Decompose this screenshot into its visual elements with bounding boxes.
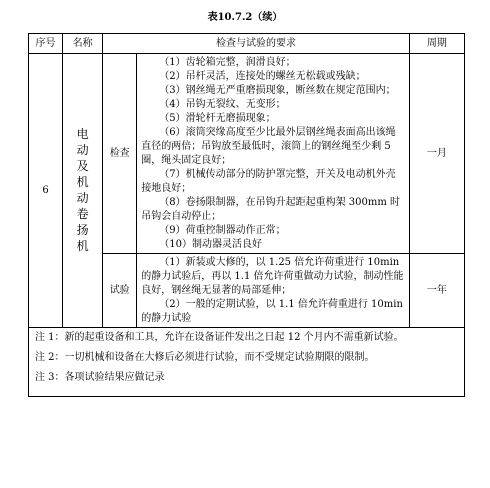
inspection-row bbox=[29, 54, 465, 254]
equipment-name-cell bbox=[63, 54, 103, 328]
note-1: 注 1：新的起重设备和工具，允许在设备证件发出之日起 12 个月内不需重新试验。 bbox=[35, 332, 404, 343]
test-item: （2）一般的定期试验，以 1.1 倍允许荷重进行 10min 的静力试验 bbox=[141, 299, 403, 324]
inspection-period: 一月 bbox=[409, 54, 464, 254]
header-period: 周期 bbox=[409, 34, 464, 54]
header-name: 名称 bbox=[63, 34, 103, 54]
inspection-item: （4）吊钩无裂纹、无变形； bbox=[159, 99, 286, 110]
table-title: 表10.7.2（续） bbox=[207, 12, 283, 23]
header-requirements: 检查与试验的要求 bbox=[103, 34, 410, 54]
inspection-item: （7）机械传动部分的防护罩完整，开关及电动机外壳接地良好； bbox=[141, 169, 396, 194]
inspection-item: （10）制动器灵活良好 bbox=[159, 239, 262, 250]
inspection-item: （8）卷扬限制器，在吊钩升起距起重构架 300mm 时吊钩会自动停止； bbox=[141, 197, 401, 222]
inspection-item: （3）钢丝绳无严重磨损现象，断丝数在规定范围内； bbox=[159, 85, 396, 96]
inspection-item: （5）滑轮杆无磨损现象； bbox=[159, 113, 276, 124]
note-3: 注 3：各项试验结果应做记录 bbox=[35, 372, 165, 383]
header-row bbox=[29, 34, 465, 54]
test-requirements bbox=[137, 254, 410, 328]
notes-row bbox=[29, 328, 465, 397]
test-period: 一年 bbox=[409, 254, 464, 328]
notes-cell bbox=[29, 328, 465, 397]
inspection-item: （2）吊杆灵活，连接处的螺丝无松载或残缺； bbox=[159, 71, 366, 82]
inspection-label: 检查 bbox=[103, 54, 137, 254]
inspection-item: （9）荷重控制器动作正常； bbox=[159, 225, 286, 236]
test-item: （1）新装或大修的，以 1.25 倍允许荷重进行 10min 的静力试验后，再以 1.1 倍允许荷重做动力试验，制动性能良好，钢丝绳无显著的局部延伸； bbox=[141, 257, 404, 296]
inspection-item: （1）齿轮箱完整，润滑良好； bbox=[159, 57, 296, 68]
inspection-requirements bbox=[137, 54, 410, 254]
row-number: 6 bbox=[29, 54, 63, 328]
inspection-item: （6）滚筒突缘高度至少比最外层钢丝绳表面高出该绳直径的两倍；吊钩放至最低时，滚筒上的钢丝绳至少剩 5 圈，绳头固定良好； bbox=[141, 127, 396, 166]
equipment-name: 电动及机动卷扬机 bbox=[76, 127, 89, 253]
test-label: 试验 bbox=[103, 254, 137, 328]
note-2: 注 2：一切机械和设备在大修后必须进行试验，而不受规定试验期限的限制。 bbox=[35, 352, 375, 363]
header-no: 序号 bbox=[29, 34, 63, 54]
requirements-table bbox=[28, 33, 465, 397]
